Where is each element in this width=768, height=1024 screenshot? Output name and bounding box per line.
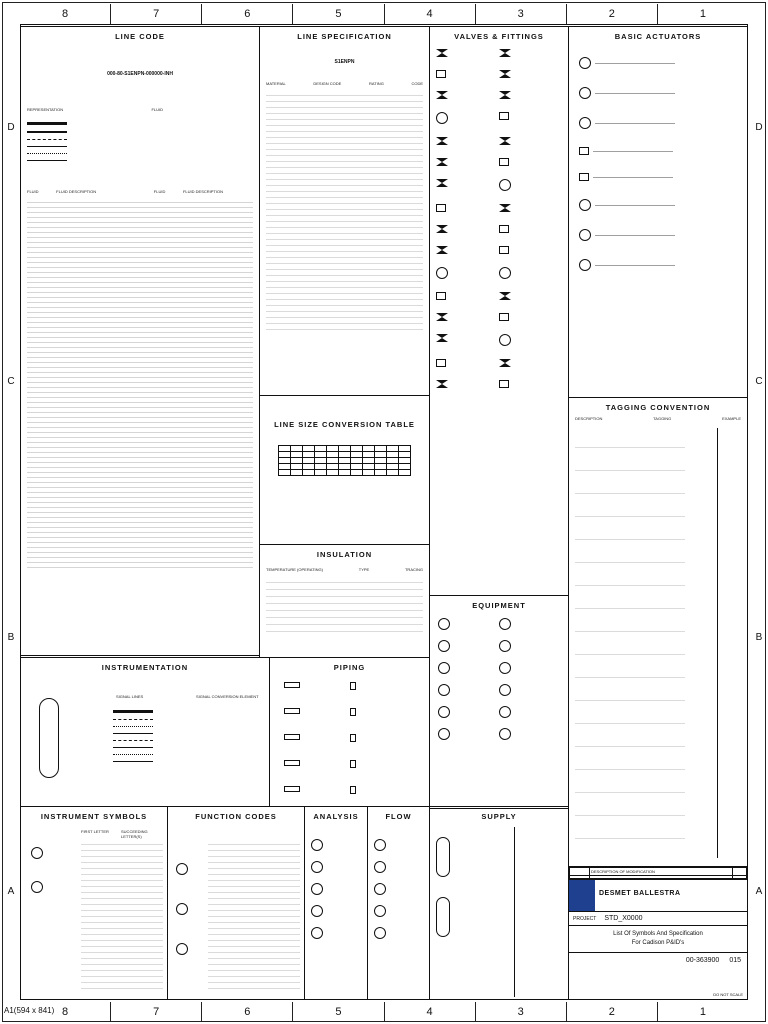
valve-icon: [436, 246, 448, 254]
function-icon: [176, 943, 188, 955]
piping-icon: [350, 682, 356, 690]
insulation-header: TYPE: [358, 567, 370, 572]
pump-icon: [499, 618, 511, 630]
line-sample: [27, 146, 67, 147]
analysis-icon: [311, 905, 323, 917]
insulation-section: [259, 544, 430, 658]
section-title: EQUIPMENT: [472, 601, 526, 610]
analysis-icon: [311, 861, 323, 873]
line-code-example: 000-80-S1ENPN-000000-INH: [107, 71, 173, 77]
valves-section: [429, 26, 569, 596]
flow-icon: [374, 927, 386, 939]
zone-label: B: [7, 632, 15, 643]
spec-header: CODE: [411, 81, 423, 86]
pump-icon: [499, 706, 511, 718]
actuator-icon: [579, 229, 591, 241]
piping-icon: [350, 786, 356, 794]
section-title: LINE SIZE CONVERSION TABLE: [274, 420, 415, 429]
zone-bottom: [20, 1002, 748, 1022]
valve-icon: [436, 380, 448, 388]
piping-icon: [284, 682, 300, 688]
valve-icon: [499, 70, 511, 78]
drawing-subtitle: For Cadison P&ID's: [631, 940, 685, 946]
equipment-section: [429, 595, 569, 809]
company-name: DESMET BALLESTRA: [599, 890, 681, 897]
valve-icon: [499, 334, 511, 346]
zone-label: 2: [566, 4, 657, 24]
zone-label: A: [7, 886, 15, 897]
flow-icon: [374, 883, 386, 895]
valve-icon: [499, 313, 509, 321]
insulation-header: TEMPERATURE (OPERATING): [266, 567, 323, 572]
zone-label: C: [7, 376, 15, 387]
valve-icon: [499, 225, 509, 233]
project-label: PROJECT: [573, 915, 597, 922]
line-sample: [27, 131, 67, 133]
zone-label: 5: [292, 1002, 383, 1022]
section-title: BASIC ACTUATORS: [614, 32, 702, 41]
line-sample: [27, 139, 67, 140]
actuator-icon: [579, 199, 591, 211]
valve-icon: [499, 49, 511, 57]
function-codes-section: [167, 806, 305, 1000]
valve-icon: [436, 70, 446, 78]
zone-label: 6: [201, 4, 292, 24]
fluid-header: FLUID DESCRIPTION: [56, 189, 97, 194]
spec-header: RATING: [368, 81, 384, 86]
analysis-icon: [311, 839, 323, 851]
tagging-header: TAGGING: [653, 416, 672, 421]
section-title: FUNCTION CODES: [195, 812, 277, 821]
valve-icon: [499, 292, 511, 300]
line-code-section: [20, 26, 260, 656]
pump-icon: [499, 728, 511, 740]
valve-icon: [499, 137, 511, 145]
section-title: PIPING: [333, 663, 366, 672]
valve-icon: [499, 380, 509, 388]
drawing-number: 00-363900: [685, 957, 720, 964]
section-title: LINE CODE: [115, 32, 165, 41]
signal-conversion-label: SIGNAL CONVERSION ELEMENT: [196, 694, 259, 699]
pump-icon: [438, 618, 450, 630]
actuator-icon: [579, 259, 591, 271]
valve-icon: [499, 246, 509, 254]
valve-icon: [499, 179, 511, 191]
zone-label: 5: [292, 4, 383, 24]
succeeding-label: SUCCEEDING LETTER(S): [121, 829, 148, 839]
valve-icon: [436, 313, 448, 321]
valve-icon: [436, 91, 448, 99]
section-title: INSTRUMENTATION: [101, 663, 189, 672]
sheet-number: 015: [729, 957, 741, 964]
tagging-list: [575, 425, 685, 855]
line-spec-example: S1ENPN: [334, 59, 355, 65]
zone-label: 8: [62, 8, 69, 20]
zone-top: [20, 4, 748, 24]
analysis-icon: [311, 883, 323, 895]
actuator-icon: [579, 87, 591, 99]
spec-list: [266, 90, 423, 330]
spec-header: MATERIAL: [266, 81, 286, 86]
piping-icon: [284, 734, 300, 740]
instrument-symbols-section: [20, 806, 168, 1000]
zone-label: D: [755, 122, 763, 133]
valve-icon: [436, 49, 448, 57]
pump-icon: [438, 684, 450, 696]
zone-label: 7: [110, 4, 201, 24]
zone-label: B: [755, 632, 763, 643]
valve-icon: [499, 267, 511, 279]
signal-lines-label: SIGNAL LINES: [116, 694, 144, 699]
zone-label: 3: [475, 1002, 566, 1022]
valve-icon: [436, 225, 448, 233]
valve-icon: [436, 204, 446, 212]
instrument-icon: [31, 881, 43, 893]
actuator-icon: [579, 147, 589, 155]
first-letter-label: FIRST LETTER: [81, 829, 109, 834]
tank-icon: [436, 837, 450, 877]
section-title: INSTRUMENT SYMBOLS: [40, 812, 148, 821]
drawing-title: List Of Symbols And Specification: [613, 931, 703, 937]
pump-icon: [438, 728, 450, 740]
section-title: VALVES & FITTINGS: [454, 32, 544, 41]
no-scale-note: DO NOT SCALE: [713, 992, 743, 997]
letter-list: [81, 839, 163, 989]
valve-icon: [499, 91, 511, 99]
instrument-icon: [31, 847, 43, 859]
valve-icon: [436, 359, 446, 367]
vessel-icon: [39, 698, 59, 778]
piping-section: [269, 657, 430, 807]
section-title: LINE SPECIFICATION: [297, 32, 392, 41]
revision-header: DESCRIPTION OF MODIFICATION: [590, 868, 733, 876]
fluid-header: FLUID: [153, 189, 166, 194]
pump-icon: [438, 706, 450, 718]
line-sample: [27, 122, 67, 125]
line-spec-section: [259, 26, 430, 396]
line-size-table: [278, 445, 411, 476]
title-block: [568, 866, 748, 1000]
section-title: INSULATION: [316, 550, 373, 559]
zone-label: C: [755, 376, 763, 387]
zone-label: D: [7, 122, 15, 133]
zone-label: A: [755, 886, 763, 897]
pump-icon: [499, 640, 511, 652]
fluid-header: FLUID DESCRIPTION: [182, 189, 223, 194]
zone-label: 4: [384, 4, 475, 24]
fluid-header: FLUID: [27, 189, 39, 194]
piping-icon: [284, 786, 300, 792]
tagging-header: EXAMPLE: [722, 416, 741, 421]
sheet-size: A1(594 x 841): [4, 1006, 55, 1015]
piping-icon: [284, 708, 300, 714]
tagging-header: DESCRIPTION: [575, 416, 603, 421]
section-title: ANALYSIS: [313, 812, 359, 821]
zone-label: 3: [475, 4, 566, 24]
valve-icon: [436, 292, 446, 300]
flow-icon: [374, 839, 386, 851]
valve-icon: [436, 267, 448, 279]
revision-table: [569, 867, 747, 879]
analysis-icon: [311, 927, 323, 939]
tank-icon: [436, 897, 450, 937]
zone-label: 1: [657, 4, 748, 24]
actuator-icon: [579, 117, 591, 129]
piping-icon: [350, 734, 356, 742]
function-icon: [176, 903, 188, 915]
line-sample: [27, 153, 67, 154]
company-logo: [569, 880, 595, 911]
piping-icon: [284, 760, 300, 766]
pump-icon: [499, 662, 511, 674]
spec-header: DESIGN CODE: [313, 81, 342, 86]
actuators-section: [568, 26, 748, 398]
function-list: [208, 839, 300, 989]
col-fluid: FLUID: [151, 107, 163, 112]
tagging-section: [568, 397, 748, 867]
pump-icon: [438, 662, 450, 674]
valve-icon: [436, 158, 448, 166]
flow-icon: [374, 905, 386, 917]
insulation-list: [266, 576, 423, 636]
actuator-icon: [579, 173, 589, 181]
piping-icon: [350, 760, 356, 768]
flow-section: [367, 806, 430, 1000]
section-title: TAGGING CONVENTION: [605, 403, 711, 412]
valve-icon: [499, 204, 511, 212]
insulation-header: TRACING: [404, 567, 423, 572]
col-representation: REPRESENTATION: [27, 107, 64, 112]
piping-icon: [350, 708, 356, 716]
pump-icon: [499, 684, 511, 696]
zone-label: 4: [384, 1002, 475, 1022]
fluid-list: [27, 198, 253, 568]
zone-label: 6: [201, 1002, 292, 1022]
section-title: SUPPLY: [481, 812, 517, 821]
valve-icon: [436, 334, 448, 342]
zone-label: 1: [657, 1002, 748, 1022]
actuator-icon: [579, 57, 591, 69]
zone-side-left: [2, 24, 20, 1000]
zone-side-right: [750, 24, 768, 1000]
line-size-section: [259, 395, 430, 545]
analysis-section: [304, 806, 368, 1000]
supply-section: [429, 806, 569, 1000]
section-title: FLOW: [385, 812, 412, 821]
line-sample: [27, 160, 67, 161]
function-icon: [176, 863, 188, 875]
valve-icon: [436, 179, 448, 187]
valve-icon: [499, 112, 509, 120]
pump-icon: [438, 640, 450, 652]
project-value: STD_X0000: [604, 915, 643, 922]
instrumentation-section: [20, 657, 270, 807]
valve-icon: [499, 359, 511, 367]
zone-label: 7: [110, 1002, 201, 1022]
zone-label: 8: [62, 1006, 69, 1018]
valve-icon: [499, 158, 509, 166]
valve-icon: [436, 112, 448, 124]
valve-icon: [436, 137, 448, 145]
flow-icon: [374, 861, 386, 873]
zone-label: 2: [566, 1002, 657, 1022]
